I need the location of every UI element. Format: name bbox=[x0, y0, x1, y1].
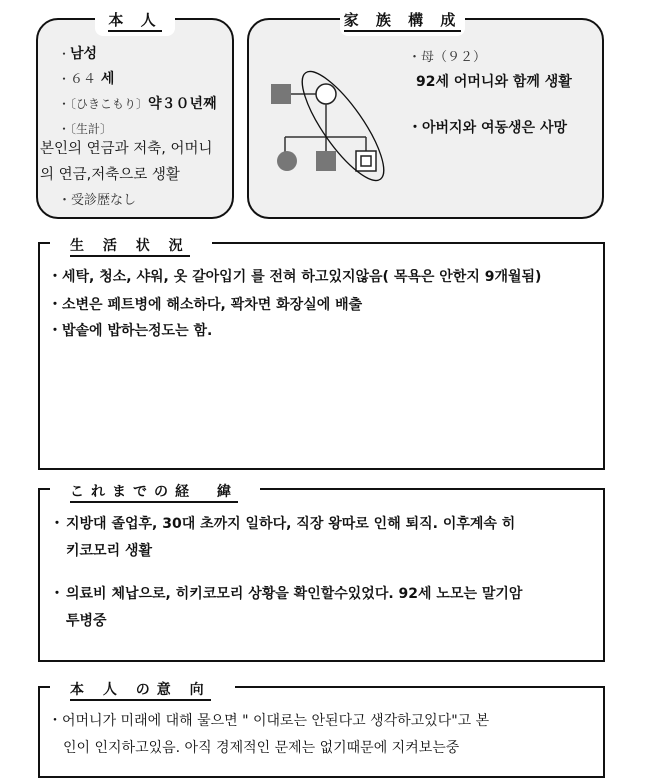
intention-section bbox=[38, 688, 605, 778]
intention-line-1: ・어머니가 미래에 대해 물으면 " 이대로는 안된다고 생각하고있다"고 본 bbox=[48, 713, 490, 729]
family-title: 家 族 構 成 bbox=[340, 6, 465, 36]
history-title: これまでの経 緯 bbox=[70, 481, 238, 501]
person-title: 本 人 bbox=[95, 6, 175, 36]
person-livelihood-line1: 본인의 연금과 저축, 어머니 bbox=[40, 141, 213, 157]
mother-circle-icon bbox=[316, 84, 336, 104]
sister-circle-icon bbox=[277, 151, 297, 171]
history-item-2-line2: 투병중 bbox=[66, 613, 107, 629]
history-item-1-line2: 키코모리 생활 bbox=[66, 543, 153, 559]
history-item-2-line1: 의료비 체납으로, 히키코모리 상황을 확인할수있었다. 92세 노모는 말기암 bbox=[66, 586, 523, 602]
family-mother-label: ・母（９２） bbox=[408, 50, 487, 65]
household-ellipse-icon bbox=[289, 61, 396, 190]
person-livelihood-line2: 의 연금,저축으로 생활 bbox=[40, 167, 180, 183]
family-deceased-note: ・아버지와 여동생은 사망 bbox=[408, 120, 567, 136]
living-line-1: ・세탁, 청소, 샤워, 옷 갈아입기 를 전혀 하고있지않음( 목욕은 안한지 9개월됨) bbox=[48, 269, 542, 285]
intention-title: 本 人 の意 向 bbox=[70, 679, 211, 699]
person-livelihood-label: ・〔生計〕 bbox=[58, 122, 113, 136]
sibling-square-icon bbox=[316, 151, 336, 171]
genogram bbox=[260, 60, 410, 190]
person-gender: ・남성 bbox=[58, 46, 98, 62]
family-mother-note: 92세 어머니와 함께 생활 bbox=[416, 74, 572, 90]
history-item-1-bullet: ・ bbox=[50, 516, 64, 532]
person-hikikomori-duration: ・〔ひきこもり〕약３０년째 bbox=[58, 96, 217, 112]
intention-line-2: 인이 인지하고있음. 아직 경제적인 문제는 없기때문에 지켜보는중 bbox=[63, 740, 460, 756]
living-line-2: ・소변은 페트병에 해소하다, 꽉차면 화장실에 배출 bbox=[48, 297, 363, 313]
father-square-icon bbox=[271, 84, 291, 104]
living-line-3: ・밥솥에 밥하는정도는 함. bbox=[48, 323, 213, 339]
history-item-2-bullet: ・ bbox=[50, 586, 64, 602]
person-age: ・６４ 세 bbox=[58, 71, 115, 87]
living-title: 生 活 状 況 bbox=[70, 235, 190, 255]
history-item-1-line1: 지방대 졸업후, 30대 초까지 일하다, 직장 왕따로 인해 퇴직. 이후계속 히 bbox=[66, 516, 516, 532]
person-medical: ・受診歴なし bbox=[58, 193, 137, 208]
